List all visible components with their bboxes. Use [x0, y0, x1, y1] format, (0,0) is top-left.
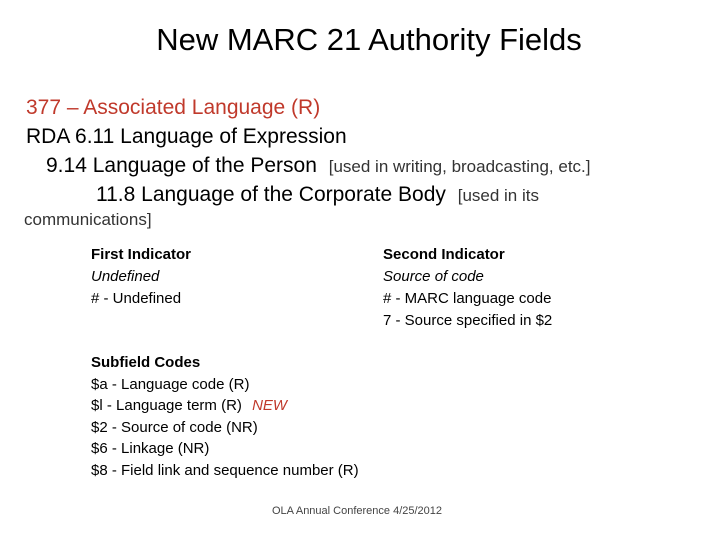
subfield-item: $a - Language code (R)	[91, 375, 250, 393]
rda-corporate-line	[96, 182, 539, 209]
subfield-item: $2 - Source of code (NR)	[91, 418, 258, 436]
subfield-codes-block	[91, 352, 359, 482]
second-indicator-meaning: Source of code	[383, 268, 484, 285]
first-indicator-heading: First Indicator	[91, 246, 192, 263]
slide-footer: OLA Annual Conference 4/25/2012	[272, 505, 443, 517]
rda-corporate-note: [used in its	[457, 186, 539, 205]
second-indicator-block	[383, 244, 552, 332]
first-indicator-block	[91, 244, 191, 310]
rda-person-label: 9.14 Language of the Person	[46, 154, 317, 177]
first-indicator-value: # - Undefined	[91, 290, 182, 307]
rda-person-line	[46, 153, 590, 180]
field-heading: 377 – Associated Language (R)	[26, 96, 321, 119]
first-indicator-meaning: Undefined	[91, 268, 160, 285]
subfield-codes-heading: Subfield Codes	[91, 354, 201, 371]
rda-person-note: [used in writing, broadcasting, etc.]	[328, 157, 591, 176]
subfield-item-row	[91, 395, 359, 417]
rda-expression-line: RDA 6.11 Language of Expression	[26, 125, 347, 148]
subfield-item: $l - Language term (R)	[91, 397, 242, 415]
subfield-item: $6 - Linkage (NR)	[91, 440, 210, 458]
slide-title: New MARC 21 Authority Fields	[156, 22, 582, 57]
rda-corporate-note-continued: communications]	[24, 210, 152, 229]
second-indicator-heading: Second Indicator	[383, 246, 505, 263]
rda-corporate-label: 11.8 Language of the Corporate Body	[96, 183, 446, 206]
new-flag: NEW	[252, 397, 288, 415]
second-indicator-value: # - MARC language code	[383, 290, 552, 307]
second-indicator-value: 7 - Source specified in $2	[383, 312, 553, 329]
subfield-item: $8 - Field link and sequence number (R)	[91, 461, 359, 479]
